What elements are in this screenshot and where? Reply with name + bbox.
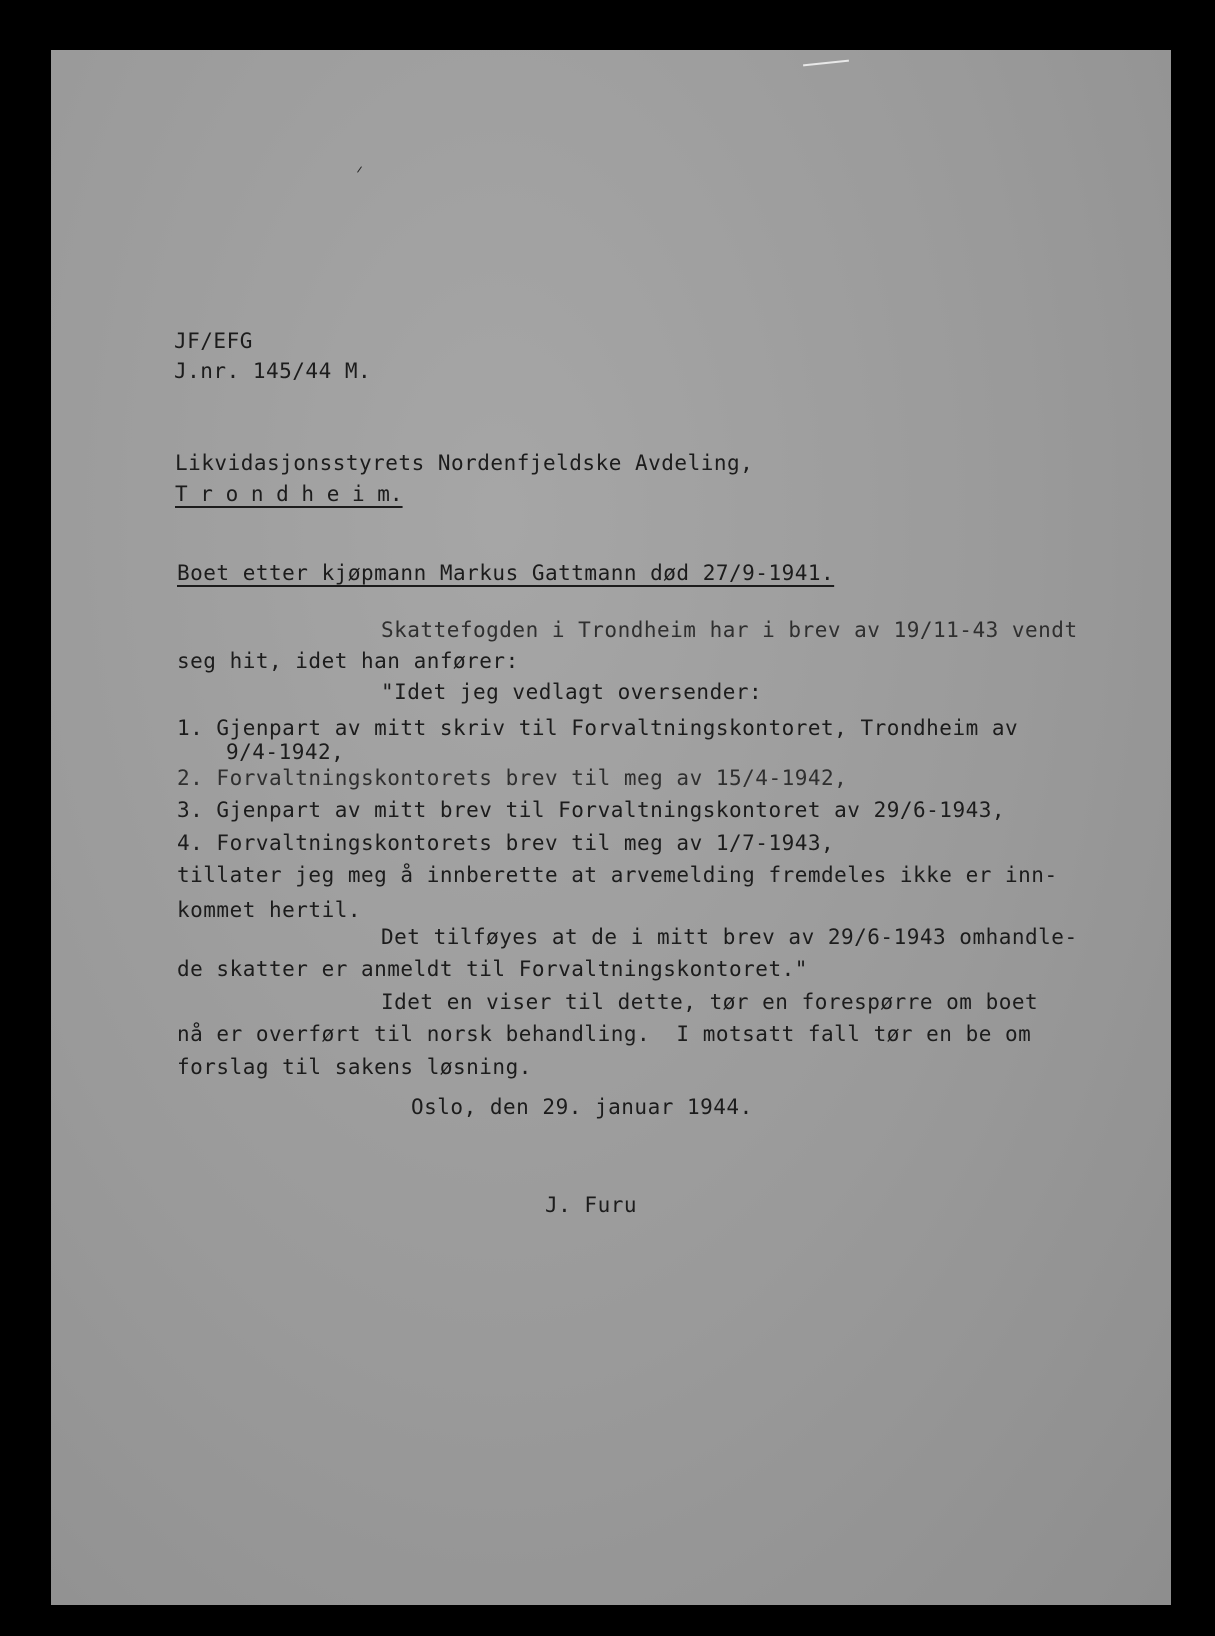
journal-number: J.nr. 145/44 M. [174, 359, 372, 383]
body-line: Idet en viser til dette, tør en forespørre om boet [381, 990, 1039, 1014]
recipient-name: Likvidasjonsstyrets Nordenfjeldske Avdeling, [175, 451, 754, 475]
reference-initials: JF/EFG [174, 329, 253, 353]
body-line: nå er overført til norsk behandling. I motsatt fall tør en be om [177, 1022, 1032, 1046]
body-line: Det tilføyes at de i mitt brev av 29/6-1943 omhandle- [381, 925, 1078, 949]
body-line: 9/4-1942, [226, 740, 345, 764]
body-line: tillater jeg meg å innberette at arvemelding fremdeles ikke er inn- [177, 863, 1058, 887]
body-line: forslag til sakens løsning. [177, 1055, 532, 1079]
paper-scratch-mark [803, 60, 849, 67]
document-page [51, 50, 1171, 1605]
place-and-date: Oslo, den 29. januar 1944. [411, 1095, 753, 1119]
letter-subject: Boet etter kjøpmann Markus Gattmann død 27/9-1941. [177, 561, 835, 585]
paper-pencil-tick [357, 166, 362, 172]
recipient-city: T r o n d h e i m. [175, 482, 403, 506]
body-line: de skatter er anmeldt til Forvaltningskontoret." [177, 957, 808, 981]
body-line: 4. Forvaltningskontorets brev til meg av 1/7-1943, [177, 831, 835, 855]
signature: J. Furu [545, 1193, 638, 1217]
body-line: "Idet jeg vedlagt oversender: [381, 680, 763, 704]
body-line: 2. Forvaltningskontorets brev til meg av 15/4-1942, [177, 766, 848, 790]
body-line: 3. Gjenpart av mitt brev til Forvaltningskontoret av 29/6-1943, [177, 798, 1006, 822]
body-line: kommet hertil. [177, 898, 362, 922]
body-line: 1. Gjenpart av mitt skriv til Forvaltningskontoret, Trondheim av [177, 716, 1019, 740]
body-line: Skattefogden i Trondheim har i brev av 19/11-43 vendt [381, 618, 1078, 642]
body-line: seg hit, idet han anfører: [177, 649, 519, 673]
